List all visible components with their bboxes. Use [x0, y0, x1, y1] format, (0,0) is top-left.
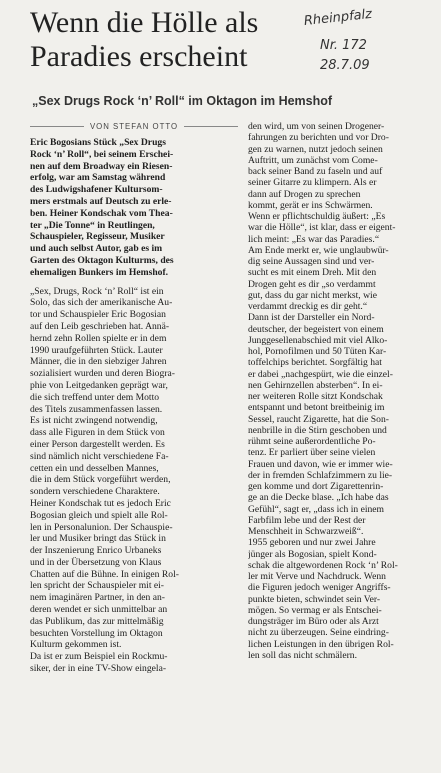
body-text-line: dann auf Drogen zu sprechen: [248, 188, 361, 200]
lead-text-line: mers erstmals auf Deutsch zu erle-: [30, 195, 172, 207]
body-text-line: sind nämlich nicht verschiedene Fa-: [30, 450, 169, 462]
body-text-line: auf den Leib geschrieben hat. Annä-: [30, 320, 170, 332]
body-text-line: Frauen und davon, wie er immer wie-: [248, 458, 393, 470]
body-text-line: der in fremden Schlafzimmern zu lie-: [248, 469, 393, 481]
lead-text-line: Garten des Oktagon Kulturms, des: [30, 254, 174, 266]
byline-rule-right: [184, 126, 238, 127]
body-text-line: siker, der in eine TV-Show eingela-: [30, 663, 167, 675]
body-text-line: Männer, die in den siebziger Jahren: [30, 356, 167, 368]
body-text-line: ner weiteren Rolle sitzt Kondschak: [248, 391, 383, 402]
lead-text-line: ter „Die Tonne“ in Reutlingen,: [30, 219, 155, 231]
byline: VON STEFAN OTTO: [89, 122, 179, 131]
body-text-line: Wenn er pflichtschuldig äußert: „Es: [248, 211, 386, 222]
article-column-left: [30, 137, 240, 675]
body-text-right: [248, 121, 438, 661]
body-text-line: das Publikum, das zur mittelmäßig: [30, 615, 164, 627]
headline: [30, 6, 330, 74]
body-text-line: Junggesellenabschied mit viel Alko-: [248, 334, 388, 346]
handwritten-date: 28.7.09: [320, 58, 370, 73]
body-text-line: Chatten auf die Bühne. In einigen Rol-: [30, 568, 179, 580]
body-text-line: Es ist nicht zwingend notwendig,: [30, 415, 158, 427]
body-text-line: Heiner Kondschak tut es jedoch Eric: [30, 497, 171, 509]
body-text-line: lich meint: „Es war das Paradies.“: [248, 233, 380, 245]
body-text-line: Gefühl“, sagt er, „dass ich in einem: [248, 503, 385, 515]
body-text-line: ge an die Decke blase. „Ich habe das: [248, 492, 389, 504]
body-text-line: ler und Musiker bringt das Stück in: [30, 533, 166, 545]
body-text-line: „Sex, Drugs, Rock ‘n’ Roll“ ist ein: [30, 285, 164, 297]
lead-text-line: ben. Heiner Kondschak vom Thea-: [30, 207, 173, 219]
body-text-line: tor und Schauspieler Eric Bogosian: [30, 309, 166, 321]
body-text-line: tenz. Er parliert über seine vielen: [248, 447, 376, 459]
handwritten-note: [300, 6, 440, 76]
body-text-line: gen komme und dort Zigarettenrin-: [248, 481, 384, 492]
body-text-line: len in Personalunion. Der Schauspie-: [30, 521, 173, 533]
body-text-line: hol, Pornofilmen und 50 Tüten Kar-: [248, 346, 387, 357]
body-text-line: dig seine Aussagen sind und ver-: [248, 256, 375, 267]
body-text-line: Kulturm gekommen ist.: [30, 639, 122, 651]
body-text-line: punkte bieten, schwindet sein Ver-: [248, 593, 381, 605]
body-text-line: len spricht der Schauspieler mit ei-: [30, 580, 165, 592]
body-text-line: Auftritt, um zunächst vom Come-: [248, 154, 378, 166]
lead-text-line: nen auf dem Broadway ein Riesen-: [30, 160, 173, 172]
body-text-line: 1955 geboren und nur zwei Jahre: [248, 537, 376, 549]
body-text-line: Solo, das sich der amerikanische Au-: [30, 297, 173, 309]
body-text-line: nen Gehirnzellen absterben“. In ei-: [248, 379, 383, 391]
body-text-line: und in der Übersetzung von Klaus: [30, 556, 162, 568]
body-text-line: war die Hölle“, ist klar, dass er eigent-: [248, 222, 396, 234]
body-text-line: nenbrille in die Stirn geschoben und: [248, 424, 387, 436]
body-text-line: toffelchips berichtet. Sorgfältig hat: [248, 357, 382, 369]
body-text-line: jünger als Bogosian, spielt Kond-: [248, 548, 377, 560]
body-text-line: sozialisiert wurden und deren Biogra-: [30, 368, 175, 380]
body-text-line: seiner Gitarre zu klimpern. Als er: [248, 177, 377, 189]
body-text-line: die in dem Stück vorgeführt werden,: [30, 474, 171, 486]
byline-row: [30, 122, 238, 131]
body-text-line: mögen. So vermag er als Entschei-: [248, 604, 382, 616]
lead-text-line: Rock ‘n’ Roll“, bei seinem Erschei-: [30, 148, 174, 160]
body-text-line: die sich treffend unter dem Motto: [30, 391, 160, 403]
body-text-line: gut, dass du gar nicht merkst, wie: [248, 289, 377, 301]
body-text-line: hernd zehn Rollen spielte er in dem: [30, 332, 167, 344]
body-text-line: cetten ein und desselben Mannes,: [30, 462, 159, 474]
body-text-line: Farbfilm lebe und der Rest der: [248, 514, 366, 526]
lead-text-line: und auch selbst Autor, gab es im: [30, 243, 163, 255]
body-text-line: deren wendet er sich unmittelbar an: [30, 604, 168, 616]
body-text-line: Dann ist der Darsteller ein Nord-: [248, 312, 375, 324]
lead-text-line: ehemaligen Bunkers im Hemshof.: [30, 266, 169, 278]
body-text-line: len soll das nicht schmälern.: [248, 649, 357, 661]
handwritten-issue: Nr. 172: [320, 38, 367, 53]
headline-line-2: Paradies erscheint: [30, 40, 248, 73]
lead-text-line: des Ludwigshafener Kultursom-: [30, 184, 163, 196]
body-text-line: deutscher, der begeistert von einem: [248, 323, 384, 335]
body-text-line: den wird, um von seinen Drogener-: [248, 121, 385, 132]
body-text-left: [30, 286, 240, 675]
body-text-line: Drogen geht es dir „so verdammt: [248, 278, 376, 290]
body-text-line: besuchten Vorstellung im Oktagon: [30, 627, 163, 639]
body-text-line: des Titels zusammenfassen lassen.: [30, 403, 163, 415]
body-text-line: nem imaginären Partner, in den an-: [30, 592, 165, 604]
body-text-line: back seiner Band zu faseln und auf: [248, 166, 383, 177]
handwritten-source: Rheinpfalz: [303, 6, 373, 29]
lead-paragraph: [30, 137, 240, 279]
body-text-line: die Figuren jedoch weniger Angriffs-: [248, 582, 391, 594]
body-text-line: Am Ende merkt er, wie unglaubwür-: [248, 244, 389, 256]
body-text-line: ler mit Verve und Nachdruck. Wenn: [248, 571, 386, 582]
body-text-line: kommt, gerät er ins Schwärmen.: [248, 199, 373, 211]
body-text-line: er dabei „nachgespürt, wie die einzel-: [248, 368, 393, 380]
lead-text-line: Eric Bogosians Stück „Sex Drugs: [30, 137, 166, 148]
body-text-line: einer Person dargestellt werden. Es: [30, 438, 165, 450]
body-text-line: Menschheit in Schwarzweiß“.: [248, 526, 364, 537]
body-text-line: rühmt seine außerordentliche Po-: [248, 436, 376, 447]
subheadline: „Sex Drugs Rock ‘n’ Roll“ im Oktagon im Hemshof: [32, 94, 333, 108]
body-text-line: dungsträger im Büro oder als Arzt: [248, 616, 379, 627]
body-text-line: 1990 uraufgeführten Stück. Lauter: [30, 344, 163, 356]
article-column-right: [248, 121, 438, 661]
body-text-line: fahrungen zu berichten und vor Dro-: [248, 132, 389, 144]
body-text-line: dass alle Figuren in dem Stück von: [30, 427, 165, 439]
byline-rule-left: [30, 126, 84, 127]
body-text-line: nicht zu überzeugen. Seine eindring-: [248, 627, 389, 639]
body-text-line: phie von Leitgedanken geprägt war,: [30, 379, 168, 391]
headline-line-1: Wenn die Hölle als: [30, 6, 259, 39]
body-text-line: schak die altgewordenen Rock ‘n’ Rol-: [248, 559, 398, 571]
body-text-line: entspannt und betont breitbeinig im: [248, 402, 385, 414]
body-text-line: Bogosian gleich und spielt alle Rol-: [30, 509, 168, 521]
lead-text-line: Schauspieler, Regisseur, Musiker: [30, 231, 165, 243]
body-text-line: Da ist er zum Beispiel ein Rockmu-: [30, 651, 168, 663]
body-text-line: lichen Leistungen in den übrigen Rol-: [248, 638, 394, 650]
body-text-line: sucht es mit einem Dreh. Mit den: [248, 267, 377, 279]
body-text-line: gen zu warnen, nutzt jedoch seinen: [248, 143, 383, 155]
paragraph-gap: [30, 279, 240, 286]
body-text-line: Sessel, raucht Zigarette, hat die Son-: [248, 413, 389, 425]
body-text-line: sondern verschiedene Charaktere.: [30, 486, 160, 498]
lead-text-line: erfolg, war am Samstag während: [30, 172, 166, 184]
body-text-line: der Inszenierung Enrico Urbaneks: [30, 545, 162, 557]
body-text-line: verdammt dreckig es dir geht.“: [248, 301, 368, 312]
